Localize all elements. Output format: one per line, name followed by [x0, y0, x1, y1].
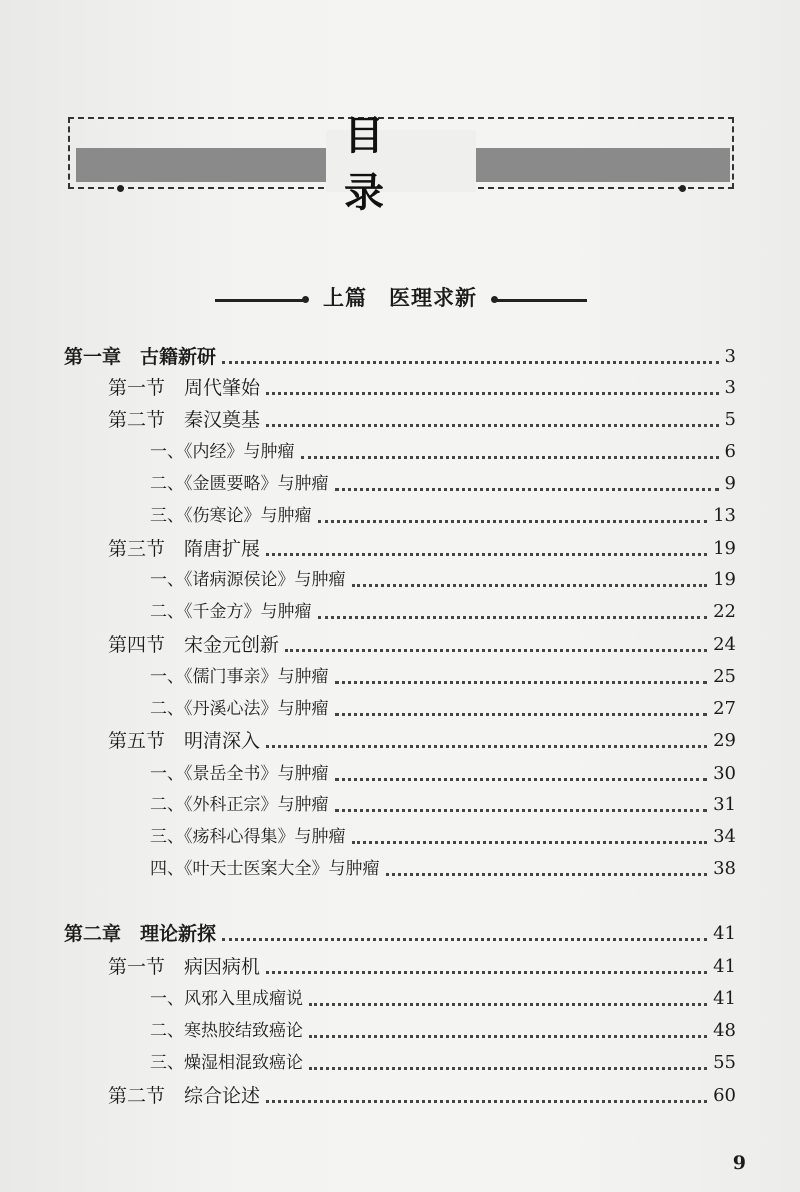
toc-entry-label: 第二章 理论新探: [64, 923, 217, 945]
toc-entry-page: 19: [713, 569, 736, 590]
toc-entry-page: 3: [724, 377, 736, 398]
toc-entry-page: 31: [713, 794, 736, 815]
toc-leader-dots: [352, 841, 707, 844]
toc-entry-label: 第二节 秦汉奠基: [108, 409, 261, 431]
toc-leader-dots: [309, 1003, 707, 1006]
toc-leader-dots: [285, 649, 707, 652]
toc-entry-page: 3: [724, 346, 736, 367]
toc-leader-dots: [335, 778, 707, 781]
toc-entry-label: 第一章 古籍新研: [64, 346, 217, 368]
toc-entry-page: 34: [713, 826, 736, 847]
toc-entry[interactable]: [0, 534, 800, 564]
part-heading: 上篇 医理求新: [323, 285, 477, 310]
title-dot-left: [117, 185, 124, 192]
toc-entry-page: 19: [713, 538, 736, 559]
toc-entry[interactable]: [0, 597, 800, 627]
page-title: 目 录: [344, 112, 406, 216]
toc-entry-page: 6: [724, 441, 736, 462]
toc-entry-page: 41: [713, 988, 736, 1009]
toc-entry[interactable]: [0, 952, 800, 982]
toc-entry-label: 二、《千金方》与肿瘤: [150, 602, 312, 622]
toc-entry[interactable]: [0, 854, 800, 884]
toc-entry-page: 41: [713, 956, 736, 977]
toc-leader-dots: [318, 520, 707, 523]
toc-leader-dots: [222, 361, 719, 364]
toc-entry-page: 41: [713, 923, 736, 944]
toc-entry-page: 5: [724, 409, 736, 430]
toc-leader-dots: [309, 1067, 707, 1070]
toc-entry[interactable]: [0, 501, 800, 531]
toc-entry-page: 9: [724, 473, 736, 494]
part-rule-left: [215, 299, 305, 302]
toc-entry-page: 13: [713, 505, 736, 526]
toc-entry-page: 22: [713, 601, 736, 622]
toc-entry-label: 一、风邪入里成瘤说: [150, 989, 303, 1009]
toc-entry[interactable]: [0, 405, 800, 435]
toc-entry-label: 第四节 宋金元创新: [108, 634, 280, 656]
toc-entry[interactable]: [0, 1016, 800, 1046]
toc-entry-label: 第一节 病因病机: [108, 956, 261, 978]
toc-entry-label: 二、《外科正宗》与肿瘤: [150, 795, 329, 815]
toc-entry[interactable]: [0, 790, 800, 820]
toc-entry[interactable]: [0, 373, 800, 403]
toc-leader-dots: [335, 809, 707, 812]
toc-entry-page: 60: [713, 1085, 736, 1106]
toc-leader-dots: [335, 713, 707, 716]
toc-entry[interactable]: [0, 630, 800, 660]
toc-leader-dots: [335, 681, 707, 684]
toc-entry[interactable]: [0, 694, 800, 724]
part-rule-right: [495, 299, 587, 302]
toc-entry-label: 三、《疡科心得集》与肿瘤: [150, 827, 346, 847]
toc-entry-label: 第二节 综合论述: [108, 1085, 261, 1107]
toc-leader-dots: [335, 488, 719, 491]
toc-entry[interactable]: [0, 822, 800, 852]
toc-entry-page: 38: [713, 858, 736, 879]
toc-entry-label: 二、寒热胶结致癌论: [150, 1021, 303, 1041]
toc-entry-label: 第五节 明清深入: [108, 730, 261, 752]
toc-entry[interactable]: [0, 342, 800, 372]
page-number: 9: [732, 1152, 746, 1174]
toc-entry[interactable]: [0, 437, 800, 467]
toc-entry[interactable]: [0, 1048, 800, 1078]
title-dot-right: [679, 185, 686, 192]
toc-entry-label: 第三节 隋唐扩展: [108, 538, 261, 560]
toc-entry[interactable]: [0, 984, 800, 1014]
toc-leader-dots: [222, 938, 707, 941]
toc-leader-dots: [318, 616, 707, 619]
toc-entry-page: 29: [713, 730, 736, 751]
toc-entry-label: 二、《金匮要略》与肿瘤: [150, 474, 329, 494]
toc-entry-label: 一、《景岳全书》与肿瘤: [150, 764, 329, 784]
toc-entry[interactable]: [0, 565, 800, 595]
toc-entry-page: 24: [713, 634, 736, 655]
toc-entry-page: 25: [713, 666, 736, 687]
toc-entry-label: 四、《叶天士医案大全》与肿瘤: [150, 859, 380, 879]
toc-entry-label: 三、燥湿相混致癌论: [150, 1053, 303, 1073]
toc-leader-dots: [352, 584, 707, 587]
toc-entry[interactable]: [0, 1081, 800, 1111]
toc-leader-dots: [266, 392, 719, 395]
toc-entry[interactable]: [0, 726, 800, 756]
toc-entry-page: 27: [713, 698, 736, 719]
toc-entry-page: 30: [713, 763, 736, 784]
toc-entry-label: 一、《内经》与肿瘤: [150, 442, 295, 462]
toc-entry-label: 第一节 周代肇始: [108, 377, 261, 399]
toc-entry-label: 三、《伤寒论》与肿瘤: [150, 506, 312, 526]
toc-leader-dots: [266, 1100, 707, 1103]
toc-entry-label: 一、《诸病源侯论》与肿瘤: [150, 570, 346, 590]
toc-entry-label: 二、《丹溪心法》与肿瘤: [150, 699, 329, 719]
toc-entry[interactable]: [0, 759, 800, 789]
part-dot-left: [302, 296, 309, 303]
toc-entry[interactable]: [0, 662, 800, 692]
toc-entry[interactable]: [0, 919, 800, 949]
toc-leader-dots: [266, 971, 707, 974]
toc-entry-page: 48: [713, 1020, 736, 1041]
title-plate: [326, 112, 476, 216]
toc-leader-dots: [386, 873, 707, 876]
toc-leader-dots: [266, 553, 707, 556]
toc-entry-label: 一、《儒门事亲》与肿瘤: [150, 667, 329, 687]
toc-leader-dots: [301, 456, 719, 459]
toc-entry[interactable]: [0, 469, 800, 499]
toc-leader-dots: [309, 1035, 707, 1038]
toc-leader-dots: [266, 745, 707, 748]
toc-leader-dots: [266, 424, 719, 427]
toc-entry-page: 55: [713, 1052, 736, 1073]
